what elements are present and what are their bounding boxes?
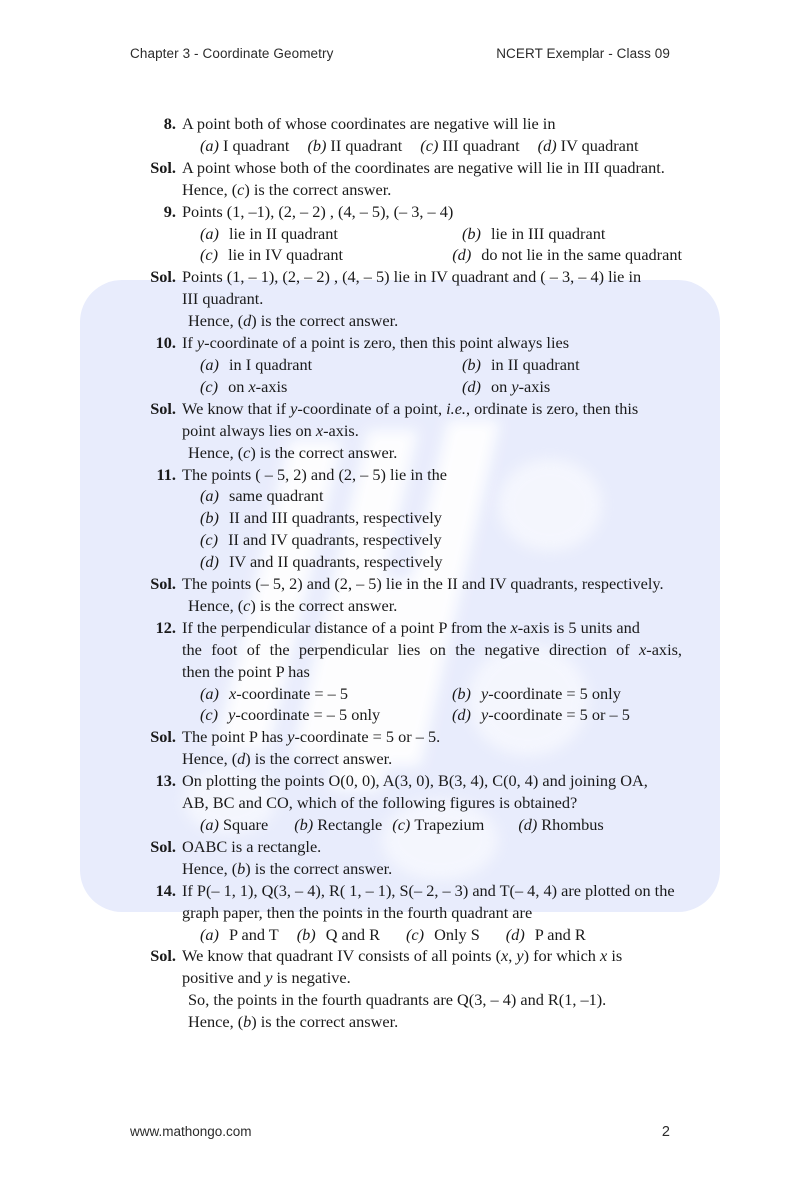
option-tag-d: (d): [452, 245, 472, 265]
option-d: (d) on y-axis: [462, 376, 551, 396]
option-text-a: Square: [222, 815, 269, 834]
solution-line: point always lies on x-axis.: [182, 420, 359, 440]
option-d: (d) y-coordinate = 5 or – 5: [452, 705, 630, 725]
solution-answer-line: [182, 748, 682, 770]
question-block-13: [130, 770, 682, 880]
page-content: [130, 113, 682, 1033]
option-tag-c: (c): [392, 815, 411, 834]
option-tag-d: (d): [518, 815, 538, 834]
answer-suffix: ) is the correct answer.: [245, 858, 393, 878]
answer-suffix: ) is the correct answer.: [244, 179, 392, 199]
site-url: www.mathongo.com: [130, 1124, 252, 1139]
option-b: [462, 223, 605, 245]
options-row-13: [200, 814, 682, 836]
solution-row: [130, 945, 682, 967]
chapter-title: Chapter 3 - Coordinate Geometry: [130, 46, 334, 61]
option-text-c: II and IV quadrants, respectively: [228, 530, 442, 550]
question-stem-row: [130, 770, 682, 792]
option-text-a: same quadrant: [228, 486, 324, 506]
option-text-b: II quadrant: [330, 135, 403, 155]
answer-letter: c: [243, 595, 251, 615]
question-stem-row: [130, 113, 682, 135]
option-c: [200, 529, 682, 551]
option-text-b: lie in III quadrant: [490, 223, 606, 243]
solution-label: Sol.: [150, 727, 176, 747]
options-row-9-cd: [200, 244, 682, 266]
answer-prefix: Hence, (: [182, 749, 238, 769]
solution-label: Sol.: [150, 836, 176, 856]
question-number: 8.: [163, 114, 176, 133]
option-tag-b: (b): [200, 508, 219, 528]
option-c: [200, 244, 452, 266]
option-tag-c: (c): [405, 924, 425, 944]
option-d: [200, 551, 682, 573]
solution-line: The point P has y-coordinate = 5 or – 5.: [182, 727, 441, 747]
option-text-d: IV quadrant: [560, 135, 639, 155]
option-tag-c: (c): [420, 135, 439, 155]
question-number: 11.: [156, 464, 176, 484]
solution-line: OABC is a rectangle.: [182, 836, 322, 856]
option-a: [200, 223, 462, 245]
question-number: 14.: [155, 880, 176, 900]
option-b: [462, 354, 580, 376]
question-block-10: [130, 332, 682, 463]
option-text-c: Only S: [434, 924, 480, 944]
running-head: [130, 46, 670, 61]
solution-answer-line: [182, 858, 682, 880]
option-tag-c: (c): [200, 376, 219, 396]
option-text-b: Q and R: [325, 924, 380, 944]
options-row-14: [200, 924, 682, 946]
option-tag-b: (b): [296, 924, 316, 944]
answer-letter: c: [237, 179, 245, 199]
option-tag-a: (a): [200, 354, 219, 374]
answer-letter: b: [237, 858, 246, 878]
question-stem-row: [130, 617, 682, 639]
question-stem: The points ( – 5, 2) and (2, – 5) lie in the: [182, 464, 447, 484]
solution-row: [130, 573, 682, 595]
answer-suffix: ) is the correct answer.: [251, 311, 399, 331]
option-tag-d: (d): [505, 924, 525, 944]
answer-suffix: ) is the correct answer.: [250, 595, 398, 615]
option-tag-b: (b): [452, 683, 471, 703]
option-d: [452, 244, 682, 266]
option-a: (a) x-coordinate = – 5: [200, 683, 349, 703]
question-stem: Points (1, –1), (2, – 2) , (4, – 5), (– 3, – 4): [182, 201, 454, 221]
question-number: 10.: [155, 333, 176, 353]
answer-suffix: ) is the correct answer.: [250, 442, 398, 462]
answer-suffix: ) is the correct answer.: [251, 1012, 399, 1032]
option-tag-b: (b): [294, 815, 314, 834]
solution-label: Sol.: [150, 946, 176, 966]
solution-line: We know that quadrant IV consists of all points (x, y) for which x is: [182, 946, 623, 966]
question-stem-row: [130, 332, 682, 354]
solution-line: Points (1, – 1), (2, – 2) , (4, – 5) lie in IV quadrant and ( – 3, – 4) lie in: [182, 267, 642, 287]
answer-letter: d: [237, 749, 246, 769]
question-stem-line-3: then the point P has: [182, 661, 310, 681]
question-stem-line-2: graph paper, then the points in the fourth quadrant are: [182, 902, 533, 922]
option-tag-b: (b): [307, 135, 327, 155]
option-tag-d: (d): [537, 135, 557, 155]
solution-row: [130, 266, 682, 288]
option-text-a: P and T: [228, 924, 279, 944]
option-a: [200, 485, 682, 507]
answer-prefix: Hence, (: [182, 179, 238, 199]
option-text-a: in I quadrant: [228, 354, 313, 374]
options-row-10-ab: [200, 354, 682, 376]
solution-line: The points (– 5, 2) and (2, – 5) lie in the II and IV quadrants, respectively.: [182, 574, 664, 594]
option-b: (b) y-coordinate = 5 only: [452, 683, 621, 703]
option-tag-a: (a): [200, 135, 219, 155]
options-row-10-cd: [200, 376, 682, 398]
solution-answer-line: [188, 310, 682, 332]
solution-row: [130, 836, 682, 858]
question-number: 9.: [163, 201, 176, 221]
question-stem: On plotting the points O(0, 0), A(3, 0), B(3, 4), C(0, 4) and joining OA,: [182, 771, 648, 791]
option-a: [200, 354, 462, 376]
question-number: 13.: [155, 771, 176, 791]
option-tag-d: (d): [462, 376, 481, 396]
option-tag-d: (d): [452, 705, 471, 725]
option-text-b: Rectangle: [317, 815, 383, 834]
option-text-a: I quadrant: [222, 135, 290, 155]
solution-line: A point whose both of the coordinates are negative will lie in III quadrant.: [182, 157, 665, 177]
option-tag-b: (b): [462, 223, 481, 243]
answer-prefix: Hence, (: [182, 858, 238, 878]
option-tag-b: (b): [462, 354, 481, 374]
option-c: (c) on x-axis: [200, 376, 288, 396]
answer-prefix: Hence, (: [188, 1012, 244, 1032]
solution-line: positive and y is negative.: [182, 968, 351, 988]
answer-prefix: Hence, (: [188, 311, 244, 331]
solution-answer-line: [182, 179, 682, 201]
option-tag-a: (a): [200, 486, 219, 506]
question-stem: A point both of whose coordinates are negative will lie in: [182, 114, 556, 133]
option-tag-c: (c): [200, 245, 219, 265]
answer-letter: d: [243, 311, 252, 331]
solution-line: So, the points in the fourth quadrants are Q(3, – 4) and R(1, –1).: [188, 990, 607, 1010]
book-title: NCERT Exemplar - Class 09: [496, 46, 670, 61]
question-stem: If y-coordinate of a point is zero, then this point always lies: [182, 333, 570, 353]
page-number: 2: [661, 1124, 670, 1140]
option-text-a: lie in II quadrant: [228, 223, 338, 243]
option-tag-d: (d): [200, 552, 219, 572]
solution-label: Sol.: [150, 157, 176, 177]
solution-answer-line: [188, 1011, 682, 1033]
answer-prefix: Hence, (: [188, 442, 244, 462]
option-tag-a: (a): [200, 815, 219, 834]
question-block-12: [130, 617, 682, 770]
question-stem-row: [130, 464, 682, 486]
solution-row: [130, 398, 682, 420]
option-text-d: P and R: [534, 924, 586, 944]
option-tag-a: (a): [200, 223, 219, 243]
option-text-c: III quadrant: [442, 135, 520, 155]
options-row-8: [200, 135, 682, 157]
question-block-11: [130, 464, 682, 617]
question-stem: If P(– 1, 1), Q(3, – 4), R( 1, – 1), S(– 2, – 3) and T(– 4, 4) are plotted on the: [182, 880, 675, 900]
question-block-8: [130, 113, 682, 201]
solution-row: [130, 157, 682, 179]
solution-answer-line: [188, 595, 682, 617]
options-row-12-ab: [200, 683, 682, 705]
answer-suffix: ) is the correct answer.: [245, 749, 393, 769]
solution-label: Sol.: [150, 267, 176, 287]
question-block-9: [130, 201, 682, 332]
option-text-b: in II quadrant: [490, 354, 580, 374]
solution-row: [130, 726, 682, 748]
option-text-c: Trapezium: [414, 815, 485, 834]
option-text-b: II and III quadrants, respectively: [228, 508, 442, 528]
option-tag-c: (c): [200, 530, 219, 550]
option-text-d: IV and II quadrants, respectively: [228, 552, 443, 572]
options-row-12-cd: [200, 704, 682, 726]
solution-label: Sol.: [150, 398, 176, 418]
option-text-d: do not lie in the same quadrant: [481, 245, 682, 265]
page-footer: [130, 1124, 670, 1140]
solution-answer-line: [188, 442, 682, 464]
answer-letter: c: [243, 442, 251, 462]
option-tag-a: (a): [200, 683, 219, 703]
question-block-14: [130, 880, 682, 1033]
question-stem-line-2: the foot of the perpendicular lies on the negative direction of x-axis,: [182, 639, 682, 659]
question-stem-row: [130, 880, 682, 902]
answer-prefix: Hence, (: [188, 595, 244, 615]
option-text-c: lie in IV quadrant: [228, 245, 344, 265]
question-stem-row: [130, 201, 682, 223]
option-c: (c) y-coordinate = – 5 only: [200, 705, 381, 725]
solution-line: We know that if y-coordinate of a point, i.e., ordinate is zero, then this: [182, 398, 639, 418]
question-number: 12.: [155, 617, 176, 637]
question-stem-line-2: AB, BC and CO, which of the following figures is obtained?: [182, 793, 578, 813]
option-tag-c: (c): [200, 705, 219, 725]
question-stem: If the perpendicular distance of a point P from the x-axis is 5 units and: [182, 617, 640, 637]
option-text-d: Rhombus: [541, 815, 604, 834]
solution-label: Sol.: [150, 574, 176, 594]
option-b: [200, 507, 682, 529]
answer-letter: b: [243, 1012, 252, 1032]
option-tag-a: (a): [200, 924, 219, 944]
solution-line: III quadrant.: [182, 289, 264, 309]
options-row-9-ab: [200, 223, 682, 245]
